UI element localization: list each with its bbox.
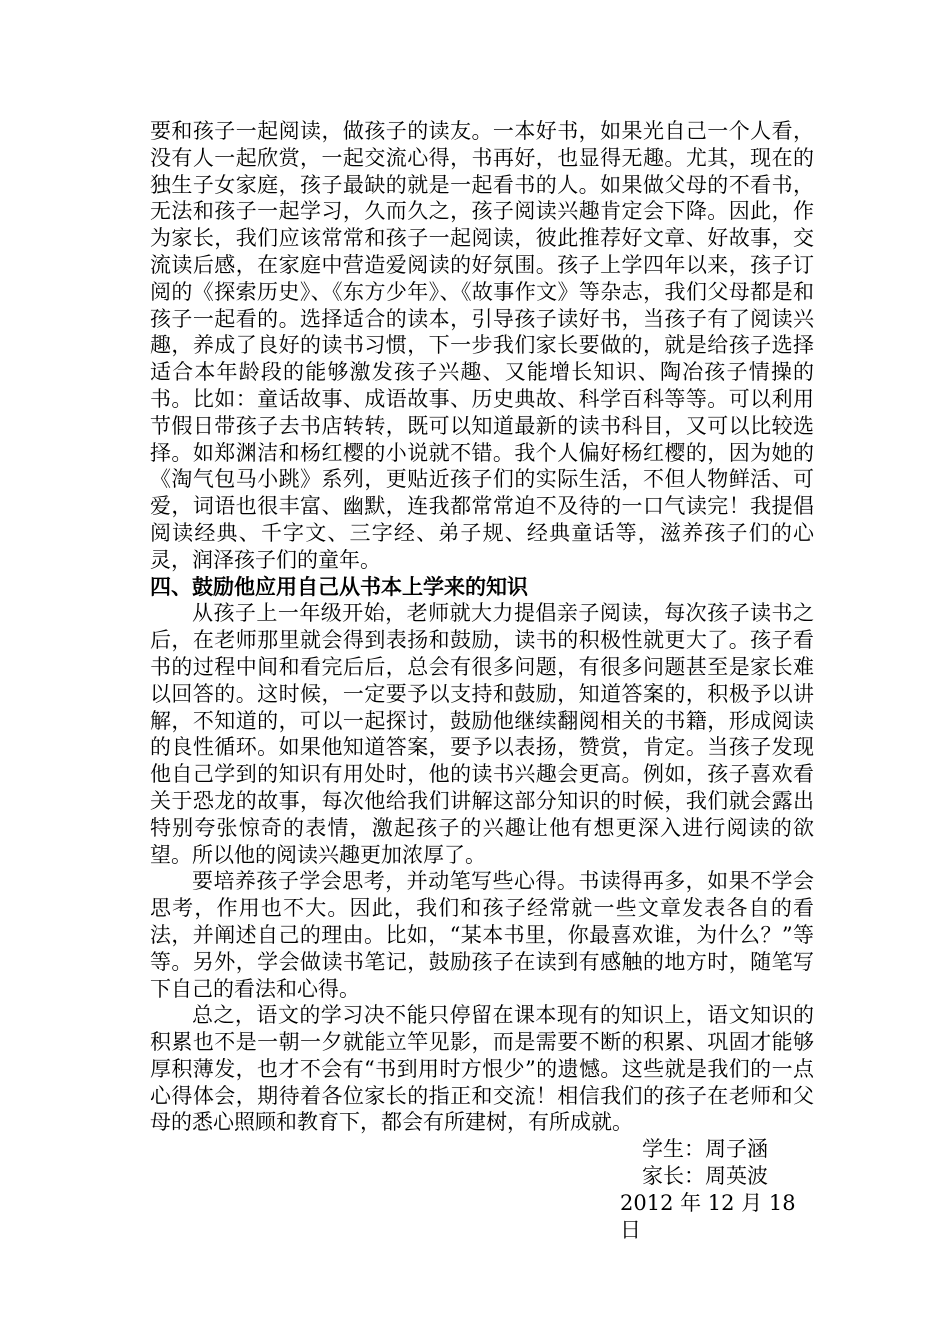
signature-student: 学生：周子涵 — [642, 1137, 768, 1162]
paragraph-thinking-notes: 要培养孩子学会思考，并动笔写些心得。书读得再多，如果不学会思考，作用也不大。因此，我们和孩子经常就一些文章发表各自的看法，并阐述自己的理由。比如，“某本书里，你最喜欢谁，为什么？”等等。另外，学会做读书笔记，鼓励孩子在读到有感触的地方时，随笔写下自己的看法和心得。 — [150, 869, 814, 1001]
paragraph-reading-together: 要和孩子一起阅读，做孩子的读友。一本好书，如果光自己一个人看，没有人一起欣赏，一起交流心得，书再好，也显得无趣。尤其，现在的独生子女家庭，孩子最缺的就是一起看书的人。如果做父母的不看书，无法和孩子一起学习，久而久之，孩子阅读兴趣肯定会下降。因此，作为家长，我们应该常常和孩子一起阅读，彼此推荐好文章、好故事，交流读后感，在家庭中营造爱阅读的好氛围。孩子上学四年以来，孩子订阅的《探索历史》、《东方少年》、《故事作文》等杂志，我们父母都是和孩子一起看的。选择适合的读本，引导孩子读好书，当孩子有了阅读兴趣，养成了良好的读书习惯，下一步我们家长要做的，就是给孩子选择适合本年龄段的能够激发孩子兴趣、又能增长知识、陶冶孩子情操的书。比如：童话故事、成语故事、历史典故、科学百科等等。可以利用节假日带孩子去书店转转，既可以知道最新的读书科目，又可以比较选择。如郑渊洁和杨红樱的小说就不错。我个人偏好杨红樱的，因为她的《淘气包马小跳》系列，更贴近孩子们的实际生活，不但人物鲜活、可爱，词语也很丰富、幽默，连我都常常迫不及待的一口气读完！我提倡阅读经典、千字文、三字经、弟子规、经典童话等，滋养孩子们的心灵，润泽孩子们的童年。 — [150, 119, 814, 572]
paragraph-encourage-knowledge: 从孩子上一年级开始，老师就大力提倡亲子阅读，每次孩子读书之后，在老师那里就会得到表扬和鼓励，读书的积极性就更大了。孩子看书的过程中间和看完后后，总会有很多问题，有很多问题甚至是家长难以回答的。这时候，一定要予以支持和鼓励，知道答案的，积极予以讲解，不知道的，可以一起探讨，鼓励他继续翻阅相关的书籍，形成阅读的良性循环。如果他知道答案，要予以表扬，赞赏，肯定。当孩子发现他自己学到的知识有用处时，他的读书兴趣会更高。例如，孩子喜欢看关于恐龙的故事，每次他给我们讲解这部分知识的时候，我们就会露出特别夸张惊奇的表情，激起孩子的兴趣让他有想更深入进行阅读的欲望。所以他的阅读兴趣更加浓厚了。 — [150, 601, 814, 867]
section-heading-four: 四、鼓励他应用自己从书本上学来的知识 — [150, 573, 528, 599]
signature-parent: 家长：周英波 — [642, 1164, 768, 1189]
paragraph-conclusion: 总之，语文的学习决不能只停留在课本现有的知识上，语文知识的积累也不是一朝一夕就能立竿见影，而是需要不断的积累、巩固才能够厚积薄发，也才不会有“书到用时方恨少”的遗憾。这些就是我们的一点心得体会，期待着各位家长的指正和交流！相信我们的孩子在老师和父母的悉心照顾和教育下，都会有所建树，有所成就。 — [150, 1003, 814, 1135]
signature-date: 2012 年 12 月 18 日 — [620, 1190, 796, 1242]
document-page — [150, 118, 814, 1243]
